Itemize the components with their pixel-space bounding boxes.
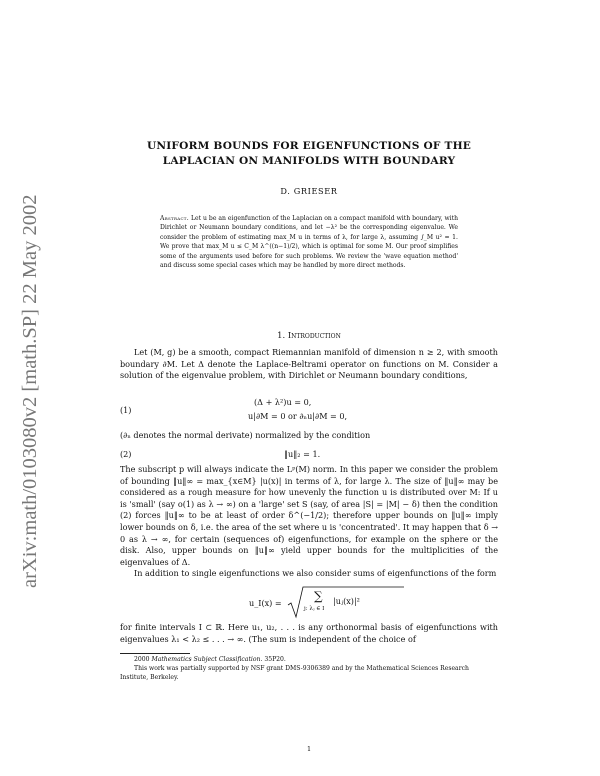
paper-title-line-1: UNIFORM BOUNDS FOR EIGENFUNCTIONS OF THE <box>146 140 472 152</box>
section-title: Introduction <box>287 330 341 340</box>
page-number: 1 <box>306 745 312 753</box>
equation-3-term: |uⱼ(x)|² <box>333 596 360 606</box>
footnote-1-year: 2000 <box>134 656 150 663</box>
equation-2: ‖u‖₂ = 1. <box>284 449 321 459</box>
paragraph-3: The subscript p will always indicate the Lᵖ(M) norm. In this paper we consider the problem of bounding ‖u‖∞ = max_{x∈M} |u(x)| in terms of λ, for large λ. The size of ‖u‖∞ may be considered as a rough measure for how unevenly the function u is distributed over M: If u is 'small' (say o(1) as λ → ∞) on a 'large' set S (say, of area |S| = |M| − δ) then the condition (2) forces ‖u‖∞ to be at least of order δ^(−1/2); therefore upper bounds on ‖u‖∞ imply lower bounds on δ, i.e. the area of the set where u is 'concentrated'. It may happen that δ → 0 as λ → ∞, for certain (sequences of) eigenfunctions, for example on the sphere or the disk. Also, upper bounds on ‖u‖∞ yield upper bounds for the multiplicities of the eigenvalues of Δ. <box>120 464 498 567</box>
equation-2-number: (2) <box>120 449 132 459</box>
arxiv-stamp <box>6 130 50 590</box>
equation-1-number: (1) <box>120 405 132 415</box>
section-number: 1. <box>277 330 286 340</box>
section-heading <box>120 330 498 340</box>
paper-title-line-2: LAPLACIAN ON MANIFOLDS WITH BOUNDARY <box>162 155 456 167</box>
equation-1-line-1: (Δ + λ²)u = 0, <box>254 397 312 407</box>
abstract <box>160 214 458 270</box>
equation-3-sum-symbol: ∑ <box>314 589 323 603</box>
abstract-text: Let u be an eigenfunction of the Laplacian on a compact manifold with boundary, with Dirichlet or Neumann boundary conditions, and let −λ² be the corresponding eigenvalue. We consider the problem of estimating max_M u in terms of λ, for large λ, assuming ∫_M u² = 1. We prove that max_M u ≤ C_M λ^((n−1)/2), which is optimal for some M. Our proof simplifies some of the arguments used before for such problems. We review the 'wave equation method' and discuss some special cases which may be handled by more direct methods. <box>160 215 459 270</box>
abstract-label: Abstract. <box>160 215 190 222</box>
paragraph-5: for finite intervals I ⊂ ℝ. Here u₁, u₂, . . . is any orthonormal basis of eigenfunctions with eigenvalues λ₁ < λ₂ ≤ . . . → ∞. (The sum is independent of the choice of <box>120 622 498 644</box>
arxiv-stamp-svg <box>6 130 50 590</box>
footnote-1-label: Mathematics Subject Classification. <box>151 656 263 663</box>
equation-3-lhs: u_I(x) = <box>249 598 282 608</box>
footnote-rule <box>120 653 190 654</box>
equation-1-line-2: u|∂M = 0 or ∂ₙu|∂M = 0, <box>248 411 348 421</box>
arxiv-stamp-text: arXiv:math/0103080v2 [math.SP] 22 May 2002 <box>19 194 41 588</box>
paragraph-1: Let (M, g) be a smooth, compact Riemannian manifold of dimension n ≥ 2, with smooth boundary ∂M. Let Δ denote the Laplace-Beltrami operator on functions on M. Consider a solution of the eigenvalue problem, with Dirichlet or Neumann boundary conditions, <box>120 347 498 381</box>
author-name: D. GRIESER <box>280 186 338 196</box>
paragraph-2: (∂ₙ denotes the normal derivate) normalized by the condition <box>120 430 371 440</box>
equation-3-sum-index: j: λⱼ ∈ I <box>304 606 325 612</box>
paragraph-4: In addition to single eigenfunctions we also consider sums of eigenfunctions of the form <box>134 568 497 578</box>
footnote-1-code: 35P20. <box>264 656 286 663</box>
footnote-1 <box>120 656 498 665</box>
footnote-2: This work was partially supported by NSF grant DMS-9306389 and by the Mathematical Sciences Research Institute, Berkeley. <box>120 665 469 681</box>
